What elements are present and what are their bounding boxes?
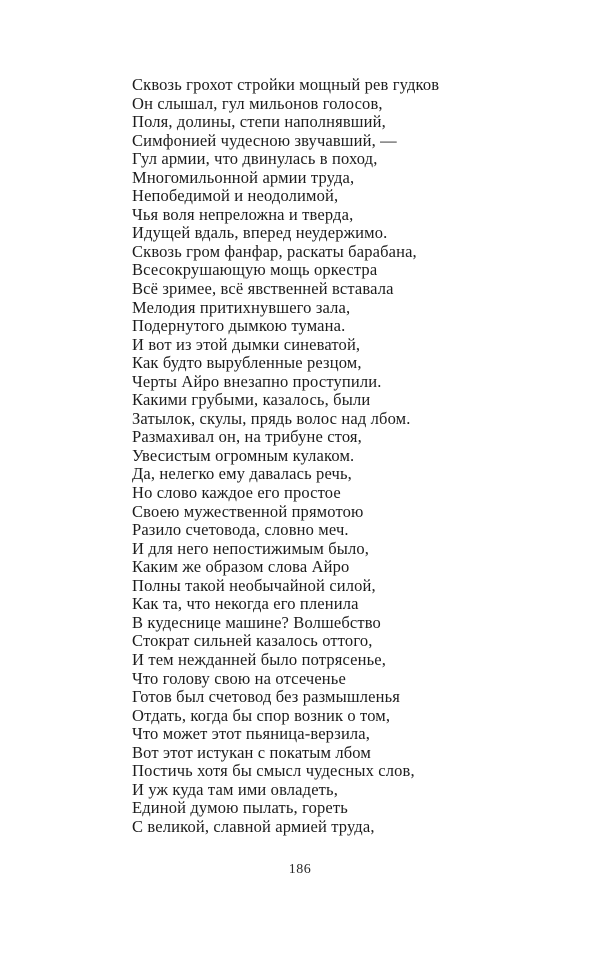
poem-line: Какими грубыми, казалось, были (132, 390, 371, 410)
poem-line: И тем нежданней было потрясенье, (132, 649, 387, 669)
poem-line: Поля, долины, степи наполнявший, (132, 112, 386, 132)
poem-line: Черты Айро внезапно проступили. (132, 371, 382, 391)
poem-text (132, 76, 532, 836)
poem-line: Всесокрушающую мощь оркестра (132, 260, 378, 280)
page-number: 186 (288, 862, 312, 877)
poem-line: Отдать, когда бы спор возник о том, (132, 705, 391, 725)
poem-line: Он слышал, гул мильонов голосов, (132, 93, 383, 113)
poem-line: Всё зримее, всё явственней вставала (132, 279, 394, 299)
poem-line: Размахивал он, на трибуне стоя, (132, 427, 362, 447)
poem-line: Подернутого дымкою тумана. (132, 316, 346, 336)
poem-line: Как будто вырубленные резцом, (132, 353, 362, 373)
poem-line: Каким же образом слова Айро (132, 557, 350, 577)
poem-line: Полны такой необычайной силой, (132, 575, 376, 595)
poem-line: Да, нелегко ему давалась речь, (132, 464, 352, 484)
poem-line: Чья воля непреложна и тверда, (132, 204, 354, 224)
poem-line: Вот этот истукан с покатым лбом (132, 742, 371, 762)
poem-line: Затылок, скулы, прядь волос над лбом. (132, 408, 411, 428)
poem-line: Но слово каждое его простое (132, 483, 341, 503)
poem-line: Разило счетовода, словно меч. (132, 520, 349, 540)
poem-line: Готов был счетовод без размышленья (132, 687, 400, 707)
poem-line: Что голову свою на отсеченье (132, 668, 346, 688)
poem-line: Единой думою пылать, гореть (132, 798, 348, 818)
poem-line: В кудеснице машине? Волшебство (132, 612, 381, 632)
poem-line: Сквозь гром фанфар, раскаты барабана, (132, 241, 417, 261)
poem-line: Своею мужественной прямотою (132, 501, 364, 521)
poem-line: Постичь хотя бы смысл чудесных слов, (132, 761, 415, 781)
poem-line: И уж куда там ими овладеть, (132, 779, 338, 799)
poem-line: Увесистым огромным кулаком. (132, 445, 355, 465)
poem-line: Гул армии, что двинулась в поход, (132, 149, 378, 169)
poem-line: Мелодия притихнувшего зала, (132, 297, 351, 317)
poem-line: Непобедимой и неодолимой, (132, 186, 339, 206)
poem-line: Сквозь грохот стройки мощный рев гудков (132, 75, 440, 94)
poem-line: Многомильонной армии труда, (132, 167, 355, 187)
poem-line: Идущей вдаль, вперед неудержимо. (132, 223, 388, 243)
poem-line: И вот из этой дымки синеватой, (132, 334, 361, 354)
poem-line: Что может этот пьяница-верзила, (132, 724, 371, 744)
poem-line: Как та, что некогда его пленила (132, 594, 359, 614)
poem-line: Стократ сильней казалось оттого, (132, 631, 373, 651)
poem-line: С великой, славной армией труда, (132, 816, 375, 836)
poem-line: И для него непостижимым было, (132, 538, 370, 558)
poem-line: Симфонией чудесною звучавший, — (132, 130, 397, 150)
